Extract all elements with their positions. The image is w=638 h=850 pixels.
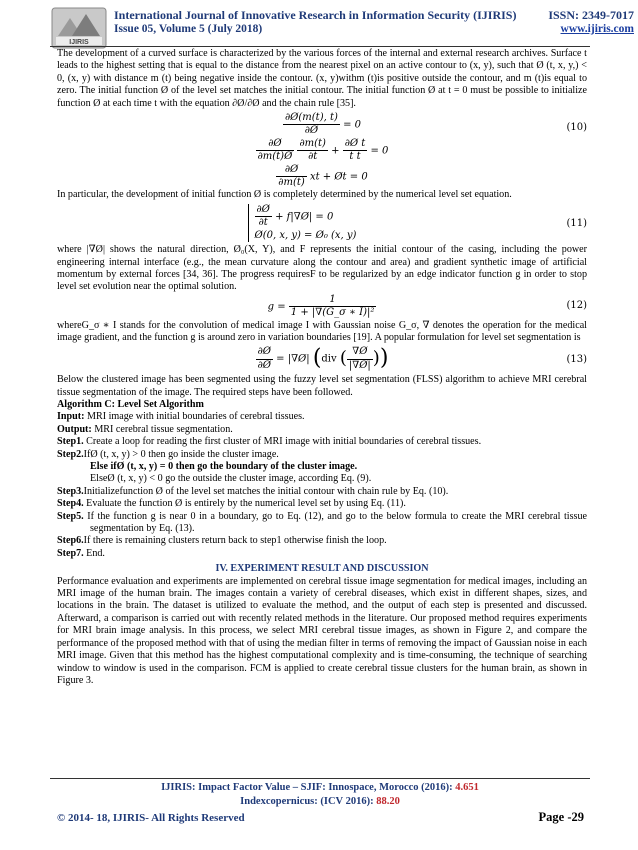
eq10-line1: $\frac{\partial Ø(m(t), t)}{\partial Ø}$ = 0 — [285, 112, 361, 137]
paragraph-2: In particular, the development of initial function Ø is completely determined by the numerical level set equation. — [57, 189, 512, 201]
paragraph-6: Performance evaluation and experiments are implemented on cerebral tissue image segmentation for medical images, including an MRI image of the human brain. The images contain a variety of cerebral diseases, which exist in different shapes, sizes, and locations in the brain. The dataset is utilized to evaluate the method, and the output of each step is presented and discussed. Afterward, a comparison is carried out with recently related methods in the literature. Our proposed method requires experiments for MRI brain image analysis. In this process, we select MRI cerebral tissue images, as shown in Figure 2, and compare the performance of the proposed method with that of using the median filter in terms of removing the impact of Gaussian noise in each MRI image. Given that this method has the highest computational complexity and is time-consuming, the technique of searching window to window is used in the comparison. FCM is applied to create cerebral tissue clusters for the human brain, as shown in Figure 3. — [57, 575, 587, 686]
header-divider — [50, 46, 590, 47]
paragraph-4: whereG_σ ∗ I stands for the convolution of medical image I with Gaussian noise G_σ, ∇ denotes the operation for the medical image gradient, and the function g is around zero in variation boundaries [19]. A popular formulation for level set segmentation is — [57, 319, 587, 343]
footer-divider — [50, 778, 590, 779]
algorithm-title: Algorithm C: Level Set Algorithm — [57, 398, 204, 410]
equation-12: g = $\frac{1}{\text{1 + |∇(G\_σ ∗ I)|²}}$ (12) — [267, 293, 587, 319]
issn: ISSN: 2349-7017 — [548, 8, 634, 22]
issue-line — [114, 23, 634, 35]
eq12-number: (12) — [566, 299, 587, 311]
footer-copyright: © 2014- 18, IJIRIS- All Rights Reserved — [57, 812, 245, 824]
algorithm-step-2b: Else ifØ (t, x, y) = 0 then go the boundary of the cluster image. — [90, 461, 358, 472]
journal-logo-icon — [50, 6, 108, 50]
paragraph-5: Below the clustered image has been segmented using the fuzzy level set segmentation (FLSS) algorithm to achieve MRI cerebral tissue segmentation of the image. The required steps have been followed. — [57, 374, 587, 398]
section-heading: IV. EXPERIMENT RESULT AND DISCUSSION — [215, 563, 429, 575]
equation-11: $\frac{\partial Ø}{\partial t}$ + f|∇Ø| = 0 Ø(0, x, y) = Ø₀ (x, y) (11) — [57, 204, 587, 242]
algorithm-step-3: Initializefunction Ø of the level set matches the initial contour with chain rule by Eq. (10). — [83, 485, 449, 497]
page-header — [50, 6, 634, 50]
algorithm-step-2c: ElseØ (t, x, y) < 0 go the outside the cluster image, according Eq. (9). — [90, 473, 372, 485]
algorithm-step-1: Create a loop for reading the first cluster of MRI image with initial boundaries of cerebral tissues. — [86, 436, 482, 448]
paragraph-3: where |∇Ø| shows the natural direction, Ø₀(X, Y), and F represents the initial contour of the casing, including the power engineering internal interface (e.g., the mean curvature along the contour and area) and gradient synthetic image of artificial momentum by external forces [34, 36]. The progress requiresF to be regularized by an edge indicator function g in order to stop level set evolution near the optimal solution. — [57, 244, 587, 293]
algorithm-output: MRI cerebral tissue segmentation. — [94, 423, 233, 435]
algorithm-step-2: IfØ (t, x, y) > 0 then go inside the cluster image. — [83, 448, 279, 460]
algorithm-step-7: End. — [86, 547, 105, 559]
logo-text: IJIRIS — [69, 39, 89, 46]
footer-index: Indexcopernicus: (ICV 2016): 88.20 — [240, 796, 400, 807]
footer-impact-factor: IJIRIS: Impact Factor Value – SJIF: Innospace, Morocco (2016): 4.651 — [161, 782, 479, 793]
journal-name: International Journal of Innovative Research in Information Security (IJIRIS) — [114, 8, 517, 22]
algorithm-step-6: If there is remaining clusters return back to step1 otherwise finish the loop. — [83, 535, 387, 547]
algorithm-step-5: If the function g is near 0 in a boundary, go to Eq. (12), and go to the below formula to create the MRI cerebral tissue segmentation by Eq. (13). — [87, 510, 587, 535]
page-number: Page -29 — [538, 810, 584, 824]
eq10-number: (10) — [566, 122, 587, 134]
eq11-number: (11) — [566, 217, 587, 229]
eq13-number: (13) — [566, 354, 587, 366]
journal-title-line — [114, 8, 634, 23]
journal-url-link[interactable]: www.ijiris.com — [560, 23, 634, 35]
equation-10 — [57, 112, 587, 189]
article-body — [57, 48, 587, 687]
algorithm-block: Algorithm C: Level Set Algorithm Input: MRI image with initial boundaries of cerebral tissues. Output: MRI cerebral tissue segmentation. Step1. Create a loop for reading the first cluster of MRI image with initial boundaries of cerebral tissues. Step2.IfØ (t, x, y) > 0 then go inside the cluster image. Else ifØ (t, x, y) = 0 then go the boundary of the cluster image. ElseØ (t, x, y) < 0 go the outside the cluster image, according Eq. (9). Step3.Initializefunction Ø of the level set matches the initial contour with chain rule by Eq. (10). Step4. Evaluate the function Ø is entirely by the numerical level set by using Eq. (11). Step5. If the function g is near 0 in a boundary, go to Eq. (12), and go to the below formula to create the MRI cerebral tissue segmentation by Eq. (13). Step6.If there is remaining clusters return back to step1 otherwise finish the loop. Step7. End. — [57, 398, 587, 559]
paragraph-1: The development of a curved surface is characterized by the various forces of the internal and external research archives. Surface t leads to the highest setting that is equal to the distance from the nearest pixel on an active contour to (x, y), such that Ø (t, x, y,) < 0, (x, y) with distance m (t) being negative inside the contour. (x, y)withm (t)is positive outside the contour, and m (t)is equal to zero. The initial function Ø of the level set matches the initial contour. The initial function Ø at t = 0 must be possible to initialize function Ø at each time t with the equation ∂Ø/∂Ø and the chain rule [35]. — [57, 48, 587, 109]
algorithm-step-4: Evaluate the function Ø is entirely by the numerical level set by using Eq. (11). — [86, 498, 406, 510]
equation-13: $\frac{\partial Ø}{\partial Ø}$ = |∇Ø| (div ( $\frac{\nabla Ø}{|\nabla Ø|}$ )) (13) — [257, 346, 587, 372]
eq10-line2: $\frac{\partial Ø}{\partial m(t)Ø}$ $\frac{\partial m(t)}{\partial t}$ + $\frac{\text{∂Ø t}}{\text{t t}}$ = 0 (10) — [257, 122, 587, 163]
issue-info: Issue 05, Volume 5 (July 2018) — [114, 23, 263, 35]
eq10-line3: $\frac{\partial Ø}{\partial m(t)}$ xt + Øt = 0 — [278, 163, 368, 189]
algorithm-input: MRI image with initial boundaries of cerebral tissues. — [87, 411, 305, 423]
